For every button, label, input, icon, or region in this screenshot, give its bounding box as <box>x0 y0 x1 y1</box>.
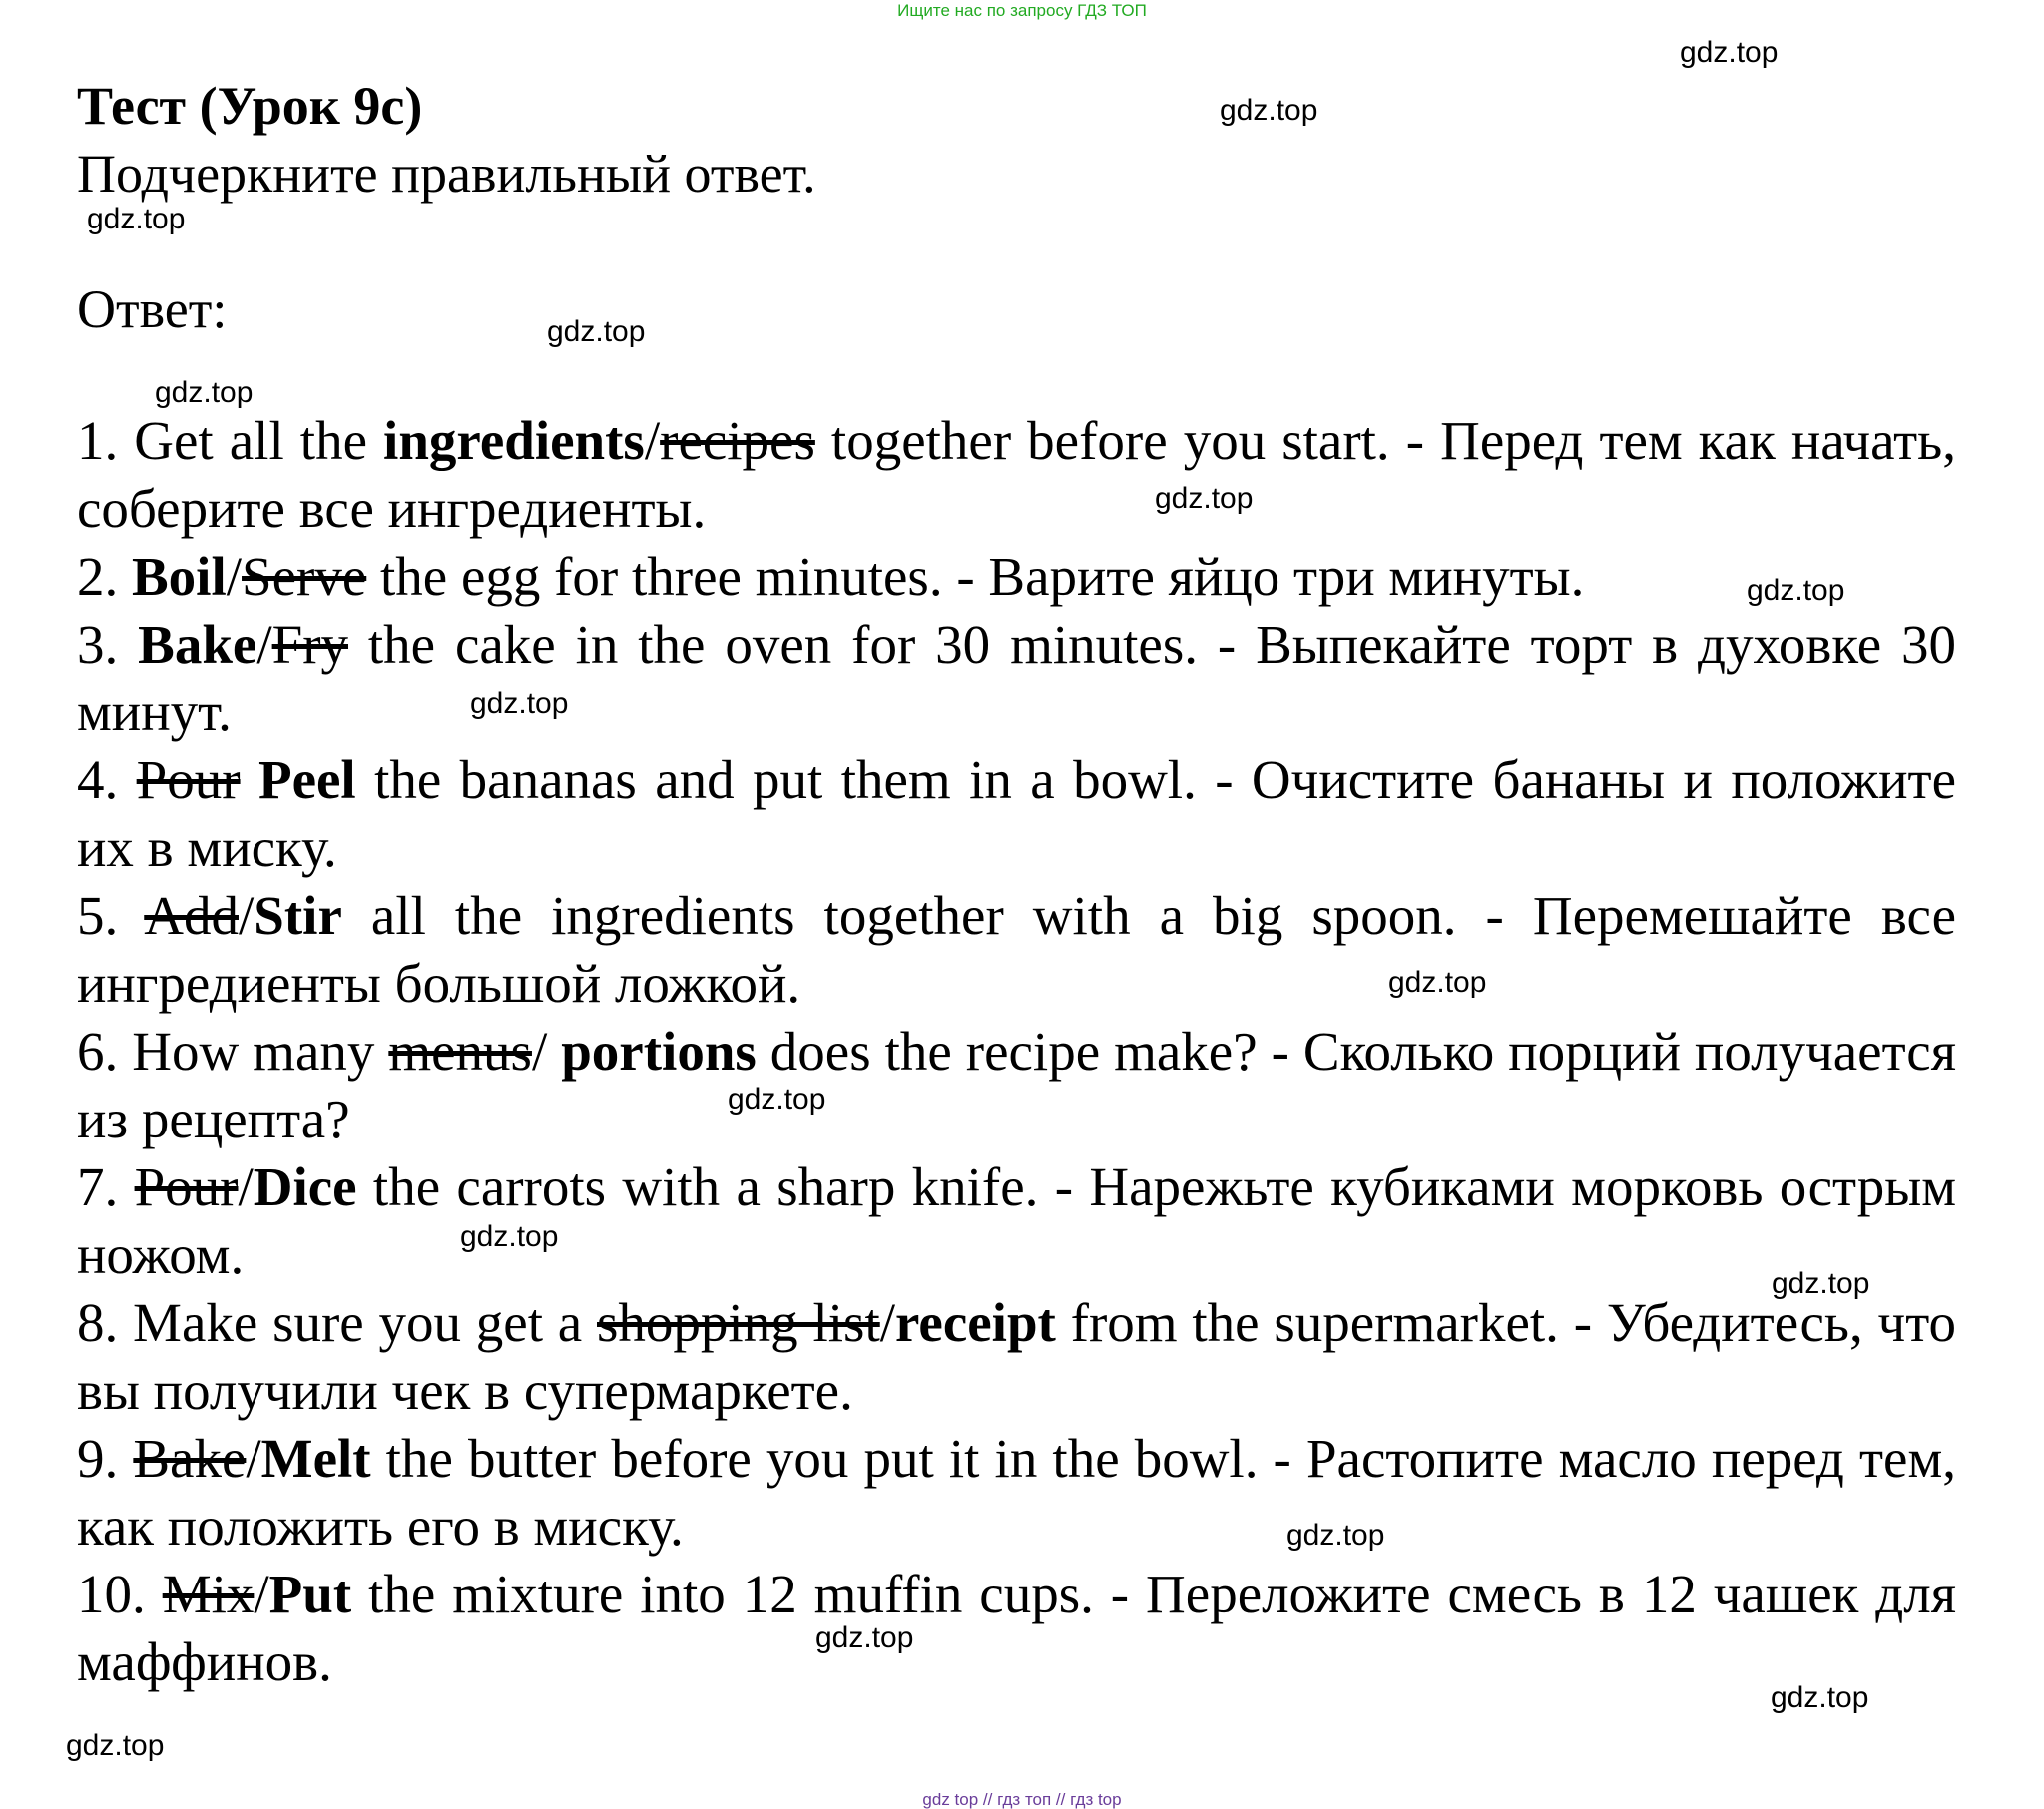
watermark: gdz.top <box>1772 1267 1870 1300</box>
watermark: gdz.top <box>1388 966 1487 999</box>
correct-choice: Boil <box>132 546 227 607</box>
choice-separator: / <box>256 614 272 675</box>
item-lead: 5. <box>77 885 145 946</box>
wrong-choice: Serve <box>242 546 367 607</box>
item-lead: 2. <box>77 546 132 607</box>
choice-separator: / <box>226 546 243 607</box>
watermark: gdz.top <box>1680 36 1779 69</box>
item-lead: 4. <box>77 749 137 810</box>
item-lead: 10. <box>77 1564 163 1624</box>
correct-choice: Dice <box>253 1156 357 1217</box>
answer-item-4 <box>77 746 1956 882</box>
wrong-choice: menus <box>388 1021 532 1082</box>
answer-item-6 <box>77 1018 1956 1153</box>
choice-separator <box>241 749 258 810</box>
wrong-choice: recipes <box>660 410 815 471</box>
wrong-choice: Pour <box>134 1156 239 1217</box>
choice-separator: / <box>531 1021 562 1082</box>
page-title: Тест (Урок 9c) <box>77 76 423 136</box>
answer-item-10 <box>77 1561 1956 1696</box>
wrong-choice: shopping list <box>597 1292 880 1353</box>
choice-separator: / <box>254 1564 269 1624</box>
correct-choice: Peel <box>257 749 356 810</box>
watermark: gdz.top <box>66 1729 165 1762</box>
watermark: gdz.top <box>87 203 186 235</box>
item-rest: the cake in the oven for 30 minutes. - Выпекайте торт в духовке 30 минут. <box>77 614 1956 742</box>
wrong-choice: Pour <box>136 749 241 810</box>
item-lead: 9. <box>77 1428 134 1489</box>
answer-item-9 <box>77 1425 1956 1561</box>
correct-choice: ingredients <box>383 410 645 471</box>
watermark: gdz.top <box>815 1621 914 1654</box>
wrong-choice: Bake <box>133 1428 247 1489</box>
item-rest: together before you start. - Перед тем как начать, соберите все ингредиенты. <box>77 410 1956 539</box>
item-rest: from the supermarket. - Убедитесь, что вы получили чек в супермаркете. <box>77 1292 1957 1421</box>
answer-label: Ответ: <box>77 279 228 339</box>
correct-choice: Bake <box>138 614 257 675</box>
watermark: gdz.top <box>1220 94 1318 127</box>
item-rest: the butter before you put it in the bowl. - Растопите масло перед тем, как положить его в миску. <box>77 1428 1957 1557</box>
wrong-choice: Mix <box>162 1564 255 1624</box>
correct-choice: Put <box>268 1564 352 1624</box>
watermark: gdz.top <box>728 1083 826 1116</box>
answer-item-3 <box>77 611 1956 746</box>
item-lead: 7. <box>77 1156 135 1217</box>
choice-separator: / <box>246 1428 261 1489</box>
answer-item-5 <box>77 882 1956 1018</box>
choice-separator: / <box>879 1292 896 1353</box>
watermark: gdz.top <box>460 1220 559 1253</box>
item-lead: 6. How many <box>77 1021 389 1082</box>
item-rest: the carrots with a sharp knife. - Нарежьте кубиками морковь острым ножом. <box>77 1156 1956 1285</box>
choice-separator: / <box>238 885 255 946</box>
answer-item-2 <box>77 543 1956 611</box>
item-lead: 1. Get all the <box>77 410 384 471</box>
choice-separator: / <box>238 1156 254 1217</box>
correct-choice: Melt <box>260 1428 371 1489</box>
answer-item-8 <box>77 1289 1956 1425</box>
item-rest: the egg for three minutes. - Варите яйцо три минуты. <box>366 546 1585 607</box>
item-rest: the bananas and put them in a bowl. - Очистите бананы и положите их в миску. <box>77 749 1957 878</box>
instruction-text: Подчеркните правильный ответ. <box>77 144 816 204</box>
correct-choice: portions <box>561 1021 757 1082</box>
watermark: gdz.top <box>547 315 646 348</box>
watermark: gdz.top <box>1155 482 1254 515</box>
answer-item-1 <box>77 407 1956 543</box>
choice-separator: / <box>644 410 661 471</box>
wrong-choice: Fry <box>271 614 349 675</box>
item-lead: 8. Make sure you get a <box>77 1292 597 1353</box>
footer-links: gdz top // гдз топ // гдз top <box>922 1790 1122 1809</box>
wrong-choice: Add <box>144 885 239 946</box>
top-banner: Ищите нас по запросу ГДЗ ТОП <box>897 1 1147 20</box>
item-rest: the mixture into 12 muffin cups. - Переложите смесь в 12 чашек для маффинов. <box>77 1564 1956 1692</box>
answer-item-7 <box>77 1153 1956 1289</box>
answer-list <box>77 407 1956 1696</box>
watermark: gdz.top <box>1286 1519 1385 1552</box>
watermark: gdz.top <box>155 376 254 409</box>
watermark: gdz.top <box>470 687 569 720</box>
item-rest: does the recipe make? - Сколько порций получается из рецепта? <box>77 1021 1956 1149</box>
watermark: gdz.top <box>1771 1681 1869 1714</box>
item-lead: 3. <box>77 614 139 675</box>
correct-choice: receipt <box>895 1292 1056 1353</box>
watermark: gdz.top <box>1747 574 1845 607</box>
correct-choice: Stir <box>254 885 342 946</box>
item-rest: all the ingredients together with a big spoon. - Перемешайте все ингредиенты большой ложкой. <box>77 885 1956 1014</box>
